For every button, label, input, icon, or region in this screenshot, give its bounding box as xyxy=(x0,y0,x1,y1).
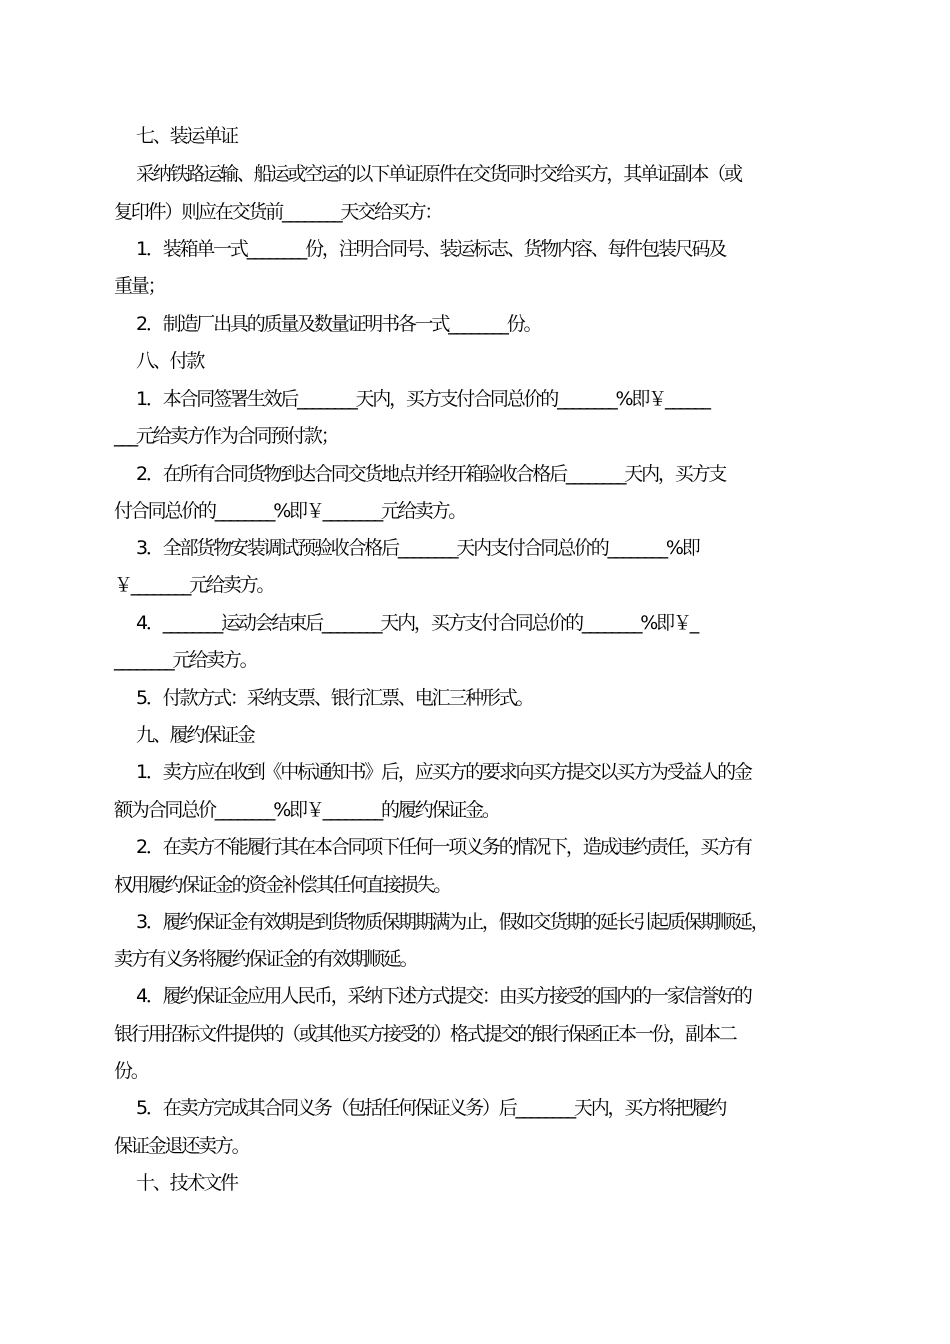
paragraph-line: 3．履约保证金有效期是到货物质保期期满为止，假如交货期的延长引起质保期顺延， xyxy=(136,911,768,933)
paragraph-line: 重量； xyxy=(114,275,165,297)
paragraph-line: ___元给卖方作为合同预付款； xyxy=(114,425,338,447)
paragraph-line: 1．装箱单一式________份，注明合同号、装运标志、货物内容、每件包装尺码及 xyxy=(136,238,726,260)
paragraph-line: 保证金退还卖方。 xyxy=(114,1135,249,1157)
paragraph-line: 4．________运动会结束后________天内，买方支付合同总价的________%即￥_ xyxy=(136,612,698,634)
paragraph-line: 3．全部货物安装调试预验收合格后________天内支付合同总价的________%即 xyxy=(136,537,699,559)
paragraph-line: ￥________元给卖方。 xyxy=(114,574,274,596)
section-heading-7: 七、装运单证 xyxy=(136,125,237,147)
section-heading-9: 九、履约保证金 xyxy=(136,724,254,746)
paragraph-line: 卖方有义务将履约保证金的有效期顺延。 xyxy=(114,948,417,970)
paragraph-line: 2．在卖方不能履行其在本合同项下任何一项义务的情况下，造成违约责任，买方有 xyxy=(136,836,751,858)
paragraph-line: 复印件）则应在交货前________天交给买方： xyxy=(114,201,442,223)
paragraph-line: 权用履约保证金的资金补偿其任何直接损失。 xyxy=(114,874,451,896)
paragraph-line: 额为合同总价________%即￥________的履约保证金。 xyxy=(114,799,499,821)
paragraph-line: 5．在卖方完成其合同义务（包括任何保证义务）后________天内，买方将把履约 xyxy=(136,1097,726,1119)
paragraph-line: 1．本合同签署生效后________天内，买方支付合同总价的________%即￥______ xyxy=(136,388,709,410)
paragraph-line: 2．在所有合同货物到达合同交货地点并经开箱验收合格后________天内，买方支 xyxy=(136,463,726,485)
paragraph-line: 付合同总价的________%即￥________元给卖方。 xyxy=(114,500,466,522)
section-heading-8: 八、付款 xyxy=(136,350,204,372)
paragraph-line: 4．履约保证金应用人民币，采纳下述方式提交：由买方接受的国内的一家信誉好的 xyxy=(136,985,751,1007)
paragraph-line: 份。 xyxy=(114,1060,148,1082)
paragraph-line: 2．制造厂出具的质量及数量证明书各一式________份。 xyxy=(136,313,541,335)
paragraph-line: ________元给卖方。 xyxy=(114,649,257,671)
paragraph-line: 5．付款方式：采纳支票、银行汇票、电汇三种形式。 xyxy=(136,687,533,709)
paragraph-line: 银行用招标文件提供的（或其他买方接受的）格式提交的银行保函正本一份，副本二 xyxy=(114,1023,736,1045)
paragraph-line: 采纳铁路运输、船运或空运的以下单证原件在交货同时交给买方，其单证副本（或 xyxy=(136,163,741,185)
paragraph-line: 1．卖方应在收到《中标通知书》后，应买方的要求向买方提交以买方为受益人的金 xyxy=(136,761,751,783)
section-heading-10: 十、技术文件 xyxy=(136,1172,237,1194)
